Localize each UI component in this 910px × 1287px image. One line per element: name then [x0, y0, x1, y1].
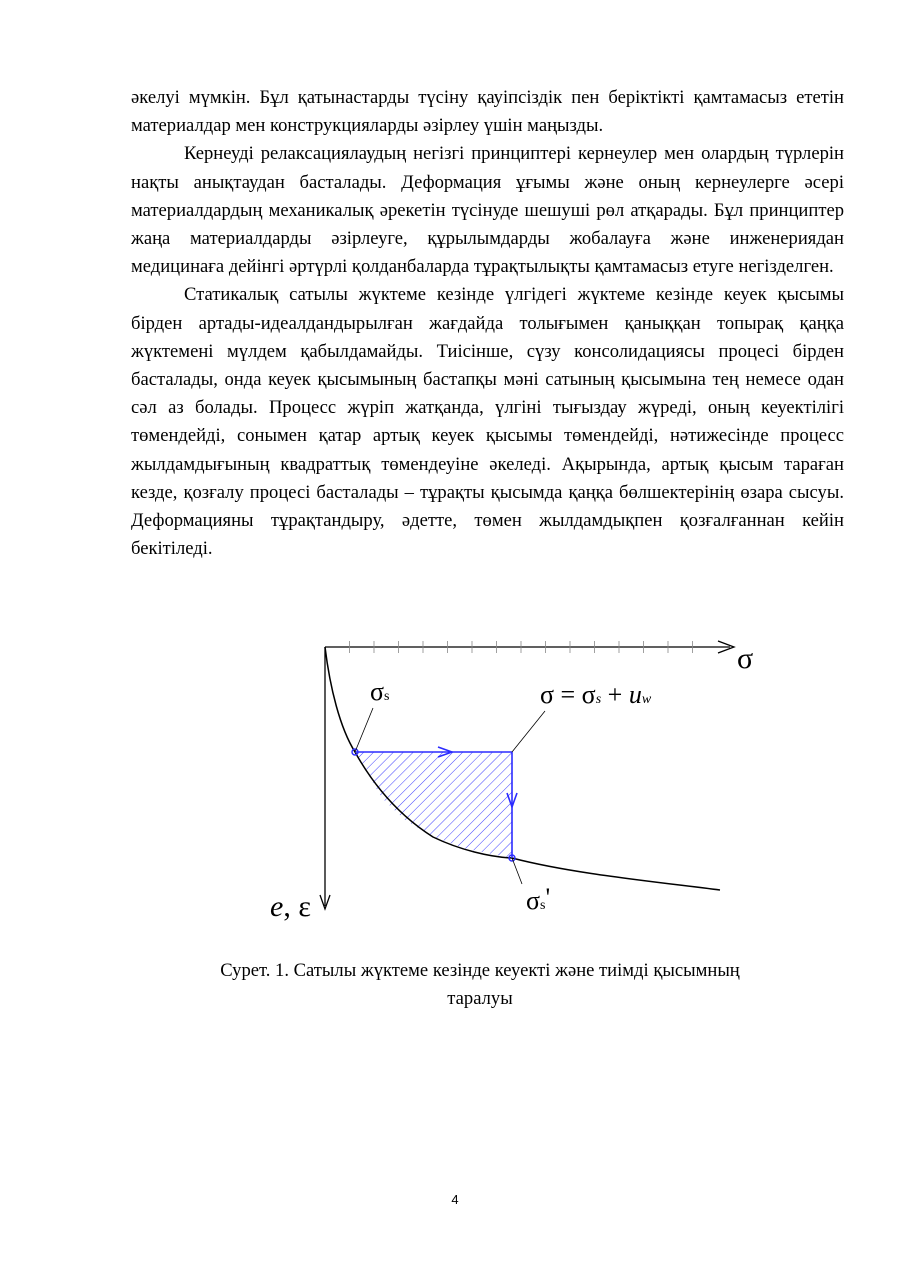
- figure-caption: [90, 957, 870, 1013]
- hatched-area: [350, 748, 520, 863]
- page-number: 4: [451, 1192, 459, 1207]
- figure-1: [250, 628, 770, 928]
- paragraph-1: әкелуі мүмкін. Бұл қатынастарды түсіну қауіпсіздік пен беріктікті қамтамасыз ететін материалдар мен конструкцияларды әзірлеу үшін маңызды.: [131, 87, 844, 137]
- body-text: [131, 84, 844, 563]
- label-sigma-s: σs: [370, 677, 390, 706]
- paragraph-3: Статикалық сатылы жүктеме кезінде үлгідегі жүктеме кезінде кеуек қысымы бірден артады-идеалдандырылған жағдайда толығымен қаныққан топырақ қаңқа жүктемені мүлдем қабылдамайды. Тиісінше, сүзу консолидациясы процесі бірден басталады, онда кеуек қысымының бастапқы мәні сатының қысымына тең немесе одан сәл аз болады. Процесс жүріп жатқанда, үлгіні тығыздау жүреді, оның кеуектілігі төмендейді, сонымен қатар артық кеуек қысымы төмендейді, нәтижесінде процесс жылдамдығының квадраттық төмендеуіне әкеледі. Ақырында, артық қысым тараған кезде, қозғалу процесі басталады – тұрақты қысымда қаңқа бөлшектерінің өзара сысуы. Деформацияны тұрақтандыру, әдетте, төмен жылдамдықпен қозғалғаннан кейін бекітіледі.: [131, 284, 844, 560]
- x-axis-label: σ: [737, 642, 754, 675]
- paragraph-2: Кернеуді релаксациялаудың негізгі принциптері кернеулер мен олардың түрлерін нақты анықтаудан басталады. Деформация ұғымы және оның кернеулерге әсері материалдардың механикалық әрекетін түсінуде шешуші рөл атқарады. Бұл принциптер жаңа материалдарды әзірлеуге, құрылымдарды жобалауға және инженериядан медицинаға дейінгі әртүрлі қолданбаларда тұрақтылықты қамтамасыз етуге негізделген.: [131, 143, 844, 278]
- compression-diagram: [250, 628, 770, 928]
- equation-label: σ = σs + uw: [540, 680, 652, 709]
- y-axis-label: e, ε: [270, 890, 311, 923]
- caption-line-2: таралуы: [447, 988, 513, 1009]
- leader-equation: [512, 711, 545, 752]
- label-sigma-s-prime: σs': [526, 883, 551, 915]
- caption-line-1: Сурет. 1. Сатылы жүктеме кезінде кеуекті және тиімді қысымның: [220, 960, 740, 981]
- leader-sigma-s: [355, 708, 373, 752]
- leader-sigma-s-prime: [512, 858, 522, 884]
